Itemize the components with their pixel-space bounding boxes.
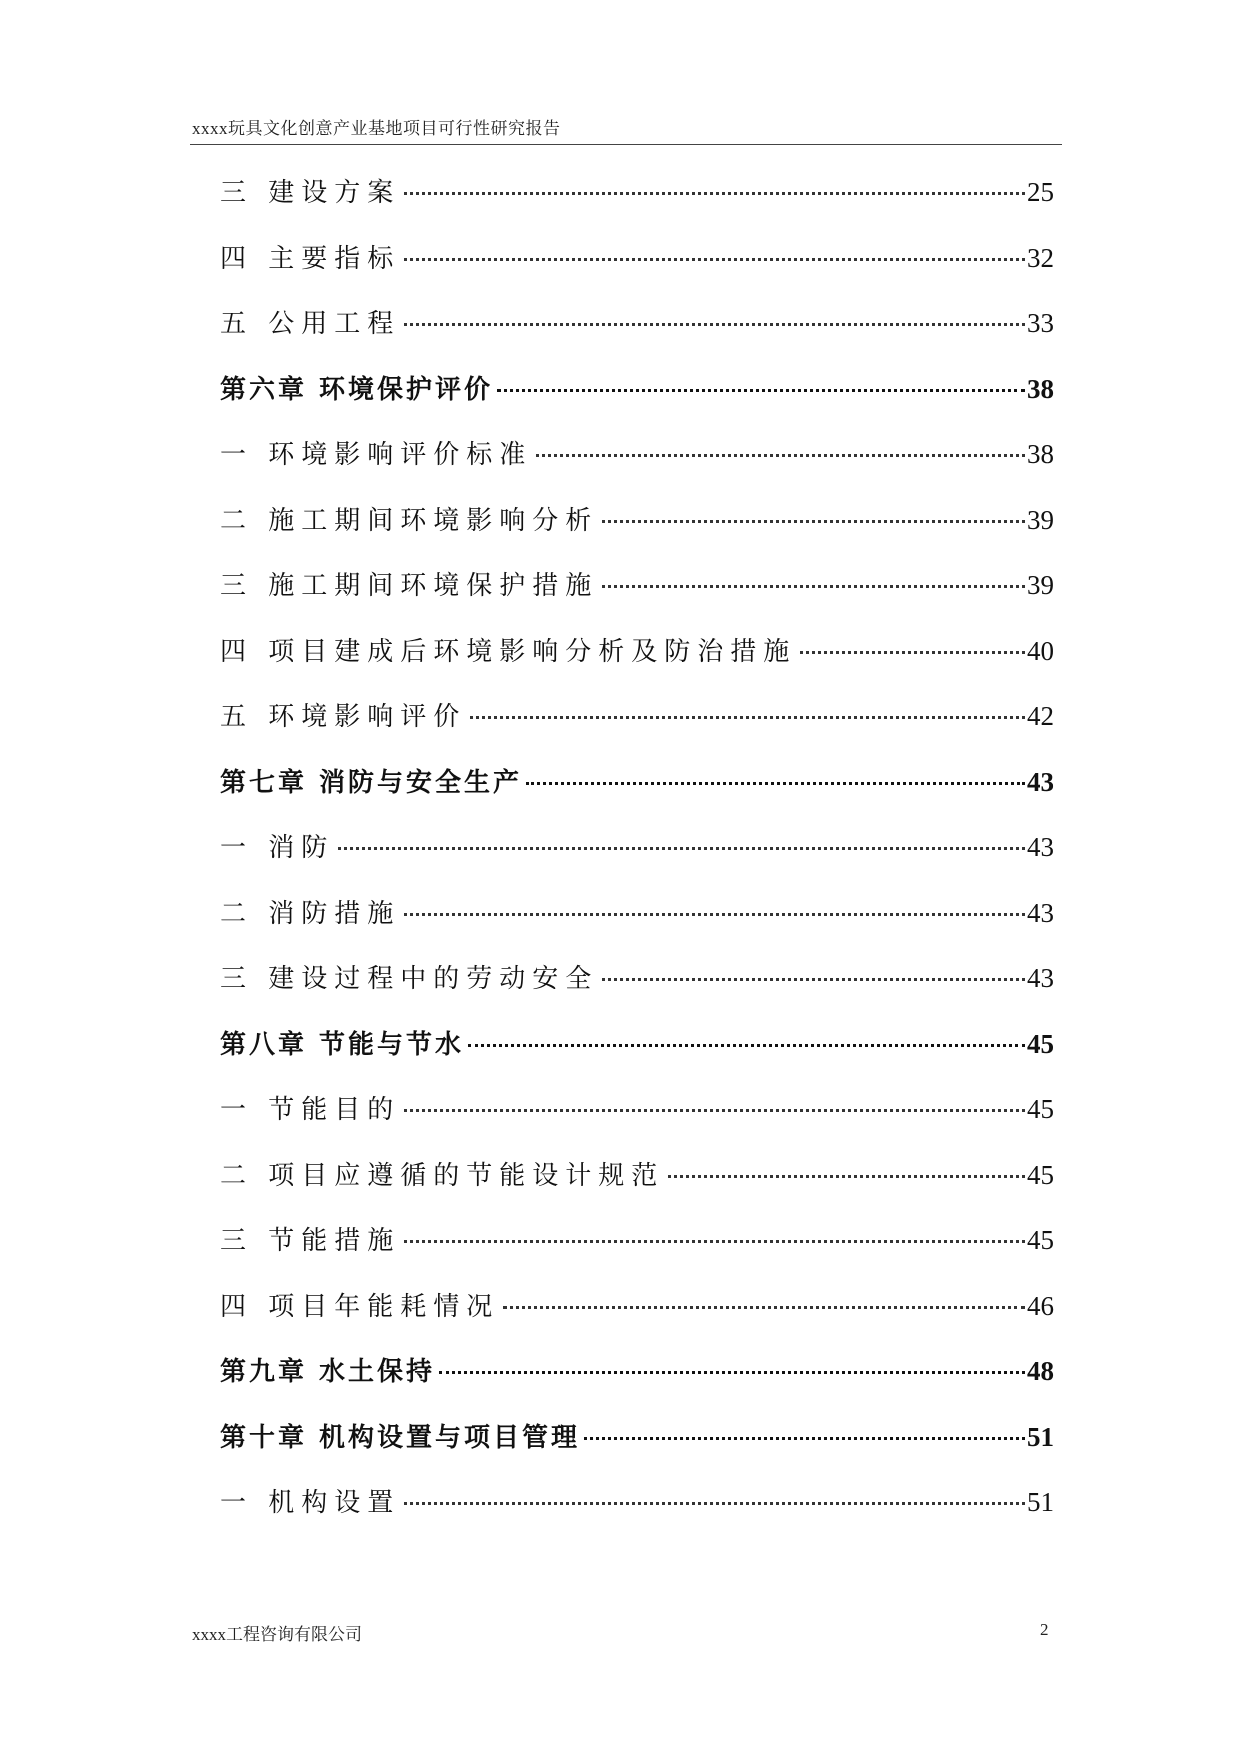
toc-entry-title: 一 消防 — [220, 833, 335, 863]
toc-entry-title: 一 机构设置 — [220, 1488, 401, 1518]
toc-section-entry[interactable] — [220, 893, 1054, 959]
toc-section-entry[interactable] — [220, 565, 1054, 631]
dot-leader — [800, 651, 1025, 654]
toc-section-entry[interactable] — [220, 500, 1054, 566]
toc-entry-title: 三 节能措施 — [220, 1226, 401, 1256]
toc-section-entry[interactable] — [220, 1089, 1054, 1155]
toc-section-entry[interactable] — [220, 1482, 1054, 1548]
toc-section-entry[interactable] — [220, 1155, 1054, 1221]
dot-leader — [338, 847, 1025, 850]
toc-entry-title: 第九章 水土保持 — [220, 1357, 436, 1387]
dot-leader — [602, 585, 1025, 588]
toc-entry-page: 38 — [1027, 373, 1054, 404]
toc-entry-page: 39 — [1027, 570, 1054, 600]
footer-page-number: 2 — [1040, 1620, 1049, 1639]
toc-entry-title: 二 消防措施 — [220, 898, 401, 929]
header-rule — [190, 144, 1062, 145]
toc-entry-title: 四 主要指标 — [220, 243, 401, 274]
toc-entry-page: 40 — [1027, 635, 1054, 666]
toc-entry-page: 48 — [1027, 1356, 1054, 1386]
toc-section-entry[interactable] — [220, 696, 1054, 762]
toc-entry-page: 32 — [1027, 242, 1054, 273]
toc-entry-page: 45 — [1027, 1225, 1054, 1255]
toc-entry-page: 42 — [1027, 701, 1054, 731]
toc-entry-title: 五 公用工程 — [220, 309, 401, 339]
dot-leader — [404, 258, 1025, 261]
toc-entry-page: 43 — [1027, 897, 1054, 928]
dot-leader — [602, 520, 1025, 523]
toc-entry-page: 43 — [1027, 766, 1054, 797]
toc-entry-page: 39 — [1027, 504, 1054, 535]
toc-entry-page: 45 — [1027, 1094, 1054, 1124]
toc-section-entry[interactable] — [220, 1220, 1054, 1286]
toc-entry-title: 第七章 消防与安全生产 — [220, 767, 523, 798]
toc-section-entry[interactable] — [220, 434, 1054, 500]
dot-leader — [439, 1371, 1025, 1374]
toc-entry-title: 四 项目建成后环境影响分析及防治措施 — [220, 636, 797, 667]
toc-entry-page: 33 — [1027, 308, 1054, 338]
toc-section-entry[interactable] — [220, 1286, 1054, 1352]
toc-entry-page: 43 — [1027, 832, 1054, 862]
toc-entry-title: 三 建设方案 — [220, 178, 401, 208]
dot-leader — [602, 978, 1025, 981]
footer-company: xxxx工程咨询有限公司 — [192, 1625, 362, 1644]
dot-leader — [404, 192, 1025, 195]
running-header: xxxx玩具文化创意产业基地项目可行性研究报告 — [192, 119, 561, 138]
dot-leader — [468, 1044, 1025, 1047]
dot-leader — [404, 1502, 1025, 1505]
toc-entry-title: 三 建设过程中的劳动安全 — [220, 964, 599, 994]
toc-entry-page: 43 — [1027, 963, 1054, 993]
toc-chapter-entry[interactable] — [220, 1417, 1054, 1483]
table-of-contents — [220, 172, 1054, 1548]
toc-section-entry[interactable] — [220, 958, 1054, 1024]
toc-entry-title: 一 环境影响评价标准 — [220, 440, 533, 470]
toc-entry-title: 二 施工期间环境影响分析 — [220, 505, 599, 536]
toc-entry-page: 51 — [1027, 1421, 1054, 1452]
toc-entry-page: 25 — [1027, 177, 1054, 207]
toc-entry-title: 二 项目应遵循的节能设计规范 — [220, 1160, 665, 1191]
dot-leader — [536, 454, 1025, 457]
toc-section-entry[interactable] — [220, 238, 1054, 304]
toc-entry-page: 45 — [1027, 1159, 1054, 1190]
toc-chapter-entry[interactable] — [220, 369, 1054, 435]
dot-leader — [526, 782, 1025, 785]
toc-section-entry[interactable] — [220, 827, 1054, 893]
toc-chapter-entry[interactable] — [220, 762, 1054, 828]
toc-entry-page: 38 — [1027, 439, 1054, 469]
toc-entry-title: 一 节能目的 — [220, 1095, 401, 1125]
dot-leader — [404, 913, 1025, 916]
toc-entry-title: 五 环境影响评价 — [220, 702, 467, 732]
dot-leader — [404, 1109, 1025, 1112]
dot-leader — [503, 1306, 1025, 1309]
toc-chapter-entry[interactable] — [220, 1351, 1054, 1417]
toc-entry-page: 51 — [1027, 1487, 1054, 1517]
toc-entry-title: 第六章 环境保护评价 — [220, 374, 494, 405]
toc-entry-page: 46 — [1027, 1290, 1054, 1321]
dot-leader — [470, 716, 1025, 719]
toc-entry-page: 45 — [1027, 1028, 1054, 1059]
dot-leader — [584, 1437, 1025, 1440]
dot-leader — [668, 1175, 1025, 1178]
toc-chapter-entry[interactable] — [220, 1024, 1054, 1090]
dot-leader — [404, 323, 1025, 326]
toc-section-entry[interactable] — [220, 631, 1054, 697]
toc-entry-title: 第十章 机构设置与项目管理 — [220, 1422, 581, 1453]
toc-section-entry[interactable] — [220, 303, 1054, 369]
toc-entry-title: 第八章 节能与节水 — [220, 1029, 465, 1060]
dot-leader — [404, 1240, 1025, 1243]
dot-leader — [497, 389, 1025, 392]
toc-entry-title: 四 项目年能耗情况 — [220, 1291, 500, 1322]
toc-entry-title: 三 施工期间环境保护措施 — [220, 571, 599, 601]
toc-section-entry[interactable] — [220, 172, 1054, 238]
